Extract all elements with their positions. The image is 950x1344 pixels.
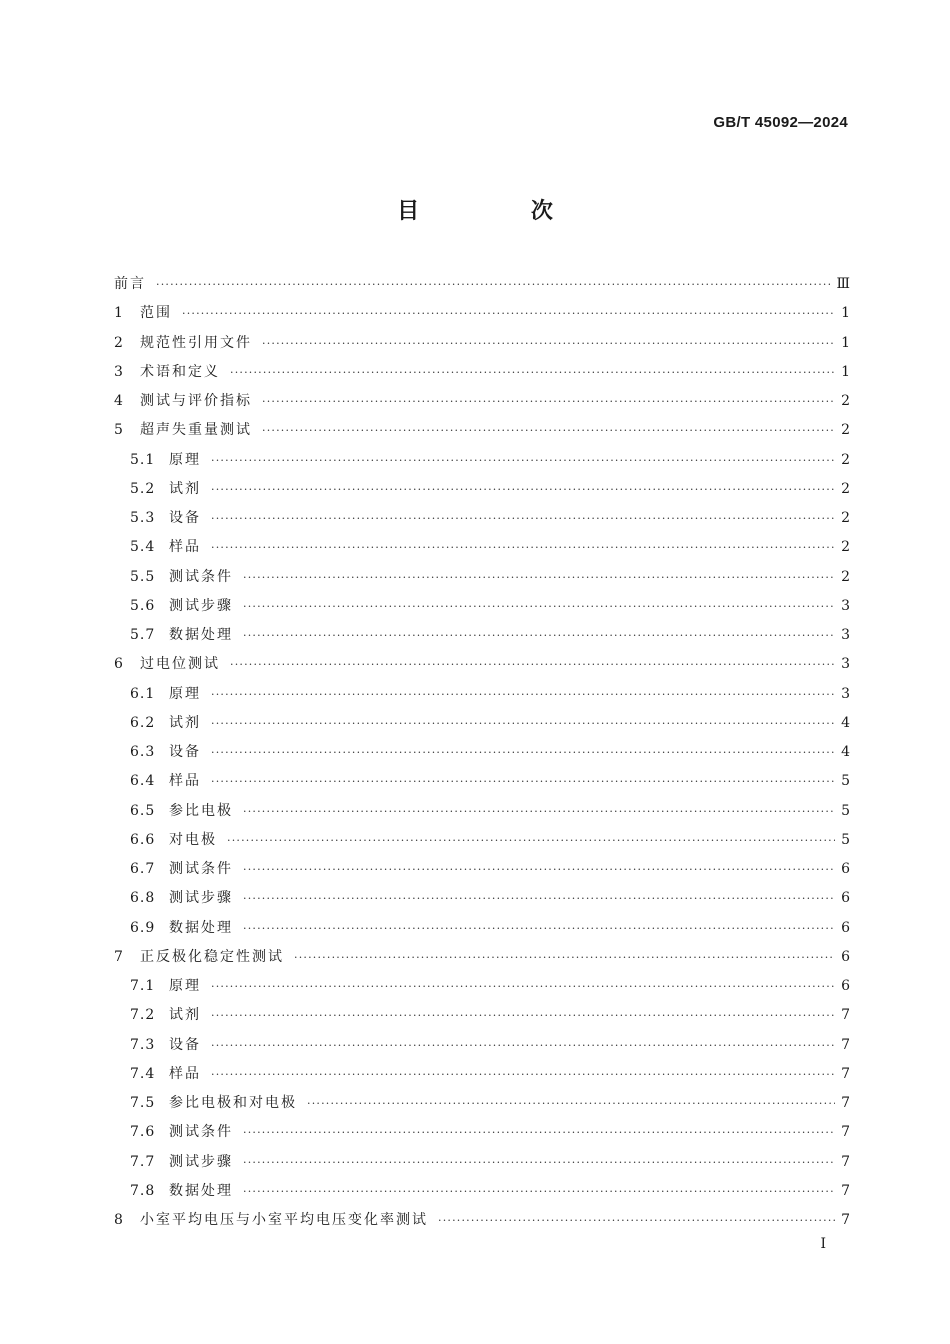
toc-entry-page: 5 [841,802,850,819]
toc-dot-leader [211,1060,835,1089]
toc-entry-label: 数据处理 [169,919,233,936]
toc-entry-label: 过电位测试 [140,656,220,673]
toc-entry-number: 7.3 [130,1036,156,1053]
toc-dot-leader [262,329,835,358]
toc-entry[interactable] [114,358,850,387]
toc-entry[interactable] [114,826,850,855]
toc-entry-number: 5.6 [130,597,156,614]
toc-entry-page: 2 [841,510,850,526]
toc-dot-leader [211,972,835,1001]
toc-entry-number: 7.1 [130,978,156,994]
toc-entry[interactable] [114,680,850,709]
toc-dot-leader [262,387,835,416]
toc-entry-number: 6.1 [130,685,156,702]
toc-entry-label: 原理 [169,978,201,994]
toc-entry-number: 8 [114,1212,124,1228]
toc-entry-number: 6.7 [130,861,156,877]
toc-entry-page: 2 [841,422,850,439]
toc-entry-label: 参比电极 [169,802,233,819]
toc-entry-page: 6 [841,919,850,936]
toc-entry-page: 7 [841,1095,850,1111]
toc-dot-leader [211,767,835,796]
toc-entry-page: 2 [841,539,850,556]
toc-entry-number: 3 [114,363,124,380]
toc-entry-page: 4 [841,744,850,760]
toc-dot-leader [243,563,835,592]
toc-entry-label: 正反极化稳定性测试 [140,948,284,965]
toc-entry-label: 范围 [140,305,172,322]
toc-dot-leader [211,533,835,562]
toc-entry-page: 7 [841,1212,850,1228]
toc-dot-leader [230,650,835,679]
toc-entry-page: 7 [841,1124,850,1141]
toc-entry-page: 3 [841,656,850,673]
toc-entry-page: 1 [841,305,850,322]
toc-entry[interactable] [114,329,850,358]
toc-entry[interactable] [114,387,850,416]
toc-dot-leader [227,826,835,855]
toc-entry[interactable] [114,270,850,299]
toc-entry-label: 对电极 [169,831,217,848]
toc-entry[interactable] [114,972,850,1001]
toc-entry-page: 6 [841,978,850,994]
toc-dot-leader [211,446,835,475]
toc-entry-number: 5.3 [130,510,156,526]
toc-entry[interactable] [114,884,850,913]
toc-entry-label: 术语和定义 [140,363,220,380]
toc-dot-leader [243,621,835,650]
toc-entry[interactable] [114,299,850,328]
toc-entry[interactable] [114,533,850,562]
toc-dot-leader [243,914,835,943]
toc-entry[interactable] [114,1177,850,1206]
toc-entry[interactable] [114,416,850,445]
toc-entry-label: 测试条件 [169,1124,233,1141]
toc-entry-label: 试剂 [169,1007,201,1024]
toc-entry-label: 设备 [169,510,201,526]
toc-entry[interactable] [114,650,850,679]
toc-entry-label: 试剂 [169,714,201,731]
toc-entry[interactable] [114,504,850,533]
toc-entry-page: 6 [841,890,850,907]
toc-entry-label: 测试条件 [169,861,233,877]
standard-number: GB/T 45092—2024 [713,114,848,131]
toc-entry-number: 6.9 [130,919,156,936]
toc-entry-number: 1 [114,305,124,322]
toc-entry-label: 小室平均电压与小室平均电压变化率测试 [140,1212,428,1228]
toc-entry-number: 7.5 [130,1095,156,1111]
toc-entry[interactable] [114,1148,850,1177]
table-of-contents [114,270,850,1235]
toc-entry-number: 4 [114,393,124,409]
toc-entry-page: 5 [841,831,850,848]
toc-entry-page: 7 [841,1182,850,1199]
toc-entry-label: 数据处理 [169,1182,233,1199]
toc-entry-number: 5.4 [130,539,156,556]
toc-entry-page: 2 [841,568,850,585]
toc-dot-leader [294,943,835,972]
toc-entry-label: 测试步骤 [169,890,233,907]
toc-entry[interactable] [114,1060,850,1089]
toc-dot-leader [243,1148,835,1177]
toc-entry-label: 数据处理 [169,627,233,643]
toc-entry-label: 试剂 [169,480,201,497]
toc-dot-leader [211,1031,835,1060]
toc-dot-leader [211,1001,835,1030]
toc-entry[interactable] [114,709,850,738]
toc-entry-page: 3 [841,627,850,643]
toc-dot-leader [262,416,835,445]
toc-entry-number: 7.7 [130,1153,156,1170]
toc-dot-leader [243,1118,835,1147]
toc-entry[interactable] [114,563,850,592]
toc-entry-number: 5.1 [130,451,156,468]
toc-entry[interactable] [114,1001,850,1030]
toc-entry-number: 6.4 [130,773,156,790]
toc-dot-leader [211,738,835,767]
toc-dot-leader [243,592,835,621]
toc-entry[interactable] [114,592,850,621]
toc-entry-number: 2 [114,334,124,351]
toc-entry-label: 样品 [169,773,201,790]
toc-entry-number: 7.2 [130,1007,156,1024]
toc-entry[interactable] [114,475,850,504]
toc-entry-page: 1 [841,363,850,380]
toc-entry-label: 测试步骤 [169,597,233,614]
toc-entry-number: 6.6 [130,831,156,848]
toc-entry-page: 5 [841,773,850,790]
toc-entry-number: 6.8 [130,890,156,907]
toc-entry-page: 2 [841,393,850,409]
toc-entry-number: 5 [114,422,124,439]
toc-entry-page: 6 [841,948,850,965]
toc-dot-leader [211,504,835,533]
toc-entry[interactable] [114,767,850,796]
toc-entry-page: 4 [841,714,850,731]
toc-entry-label: 样品 [169,1065,201,1082]
toc-dot-leader [230,358,835,387]
toc-entry-page: 7 [841,1036,850,1053]
toc-entry-label: 测试与评价指标 [140,393,252,409]
toc-dot-leader [243,797,835,826]
toc-entry-label: 规范性引用文件 [140,334,252,351]
toc-dot-leader [211,709,835,738]
toc-entry-page: 2 [841,480,850,497]
toc-dot-leader [307,1089,835,1118]
toc-entry-label: 前言 [114,276,146,292]
toc-entry-page: 2 [841,451,850,468]
toc-entry-number: 7.6 [130,1124,156,1141]
toc-entry[interactable] [114,855,850,884]
toc-entry-page: Ⅲ [836,276,850,292]
toc-entry-label: 测试条件 [169,568,233,585]
toc-entry[interactable] [114,621,850,650]
toc-entry[interactable] [114,797,850,826]
toc-entry-number: 6 [114,656,124,673]
toc-dot-leader [243,884,835,913]
toc-entry-label: 设备 [169,1036,201,1053]
toc-entry-number: 6.2 [130,714,156,731]
toc-dot-leader [211,475,835,504]
toc-dot-leader [243,1177,835,1206]
toc-dot-leader [182,299,835,328]
toc-entry[interactable] [114,914,850,943]
page-title: 目 次 [397,199,605,224]
toc-entry[interactable] [114,738,850,767]
toc-entry-page: 7 [841,1065,850,1082]
toc-entry-label: 参比电极和对电极 [169,1095,297,1111]
toc-entry[interactable] [114,1031,850,1060]
toc-entry-number: 7.4 [130,1065,156,1082]
page-number: Ⅰ [820,1236,826,1252]
toc-entry-label: 设备 [169,744,201,760]
toc-entry[interactable] [114,1118,850,1147]
toc-entry-number: 5.2 [130,480,156,497]
toc-dot-leader [156,270,830,299]
toc-entry-page: 7 [841,1153,850,1170]
toc-dot-leader [243,855,835,884]
toc-entry-page: 6 [841,861,850,877]
toc-entry[interactable] [114,943,850,972]
toc-entry-number: 6.5 [130,802,156,819]
toc-entry-label: 原理 [169,685,201,702]
toc-entry-label: 超声失重量测试 [140,422,252,439]
toc-entry-number: 6.3 [130,744,156,760]
toc-dot-leader [211,680,835,709]
toc-entry-number: 5.5 [130,568,156,585]
toc-entry-page: 7 [841,1007,850,1024]
toc-entry-page: 1 [841,334,850,351]
toc-dot-leader [438,1206,835,1235]
toc-entry-label: 原理 [169,451,201,468]
toc-entry[interactable] [114,1089,850,1118]
toc-entry-page: 3 [841,685,850,702]
toc-entry-number: 7.8 [130,1182,156,1199]
toc-entry-label: 样品 [169,539,201,556]
toc-entry[interactable] [114,446,850,475]
toc-entry-number: 5.7 [130,627,156,643]
toc-entry-label: 测试步骤 [169,1153,233,1170]
toc-entry-number: 7 [114,948,124,965]
toc-entry-page: 3 [841,597,850,614]
toc-entry[interactable] [114,1206,850,1235]
